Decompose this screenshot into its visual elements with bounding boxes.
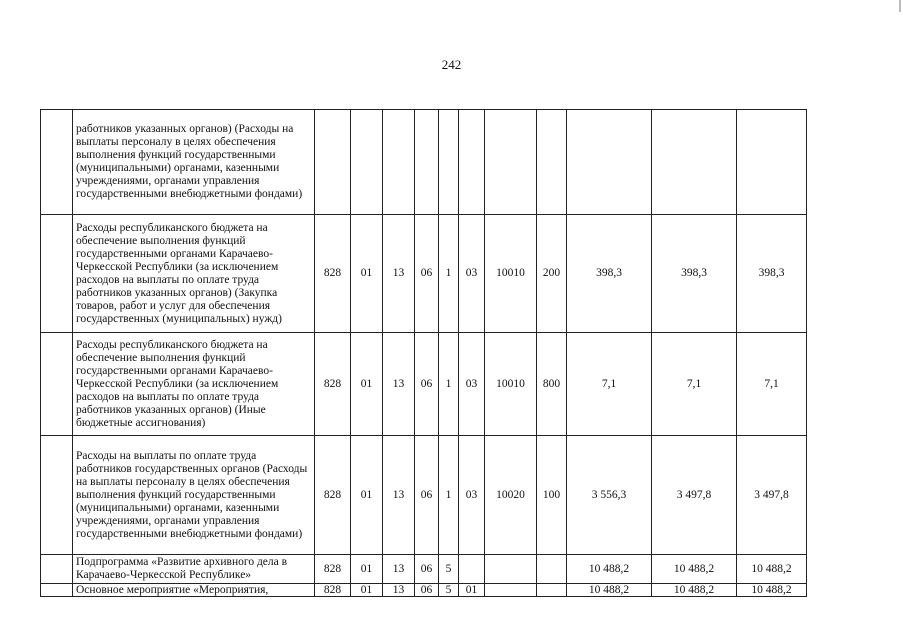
- section-cell: 01: [351, 436, 383, 555]
- section-cell: [351, 110, 383, 215]
- amount-cell-3: 10 488,2: [737, 584, 807, 597]
- direction-cell: [485, 110, 537, 215]
- amount-cell-2: 10 488,2: [652, 555, 737, 584]
- ministry-cell: 828: [315, 555, 351, 584]
- section-cell: 01: [351, 333, 383, 436]
- ministry-cell: 828: [315, 436, 351, 555]
- direction-cell: 10020: [485, 436, 537, 555]
- table-row: [41, 436, 807, 555]
- direction-cell: 10010: [485, 333, 537, 436]
- amount-cell-1: 7,1: [567, 333, 652, 436]
- subsection-cell: [383, 110, 415, 215]
- spacer-cell: [41, 333, 73, 436]
- ministry-cell: 828: [315, 215, 351, 333]
- amount-cell-3: 7,1: [737, 333, 807, 436]
- subprogram-cell: [439, 110, 459, 215]
- program-cell: 06: [415, 584, 439, 597]
- table-row: [41, 215, 807, 333]
- page-number: 242: [441, 57, 462, 72]
- amount-cell-1: 10 488,2: [567, 555, 652, 584]
- subprogram-cell: 1: [439, 215, 459, 333]
- description-cell: работников указанных органов) (Расходы на выплаты персоналу в целях обеспечения выполнения функций государственными (муниципальными) органами, казенными учреждениями, органами управления государственными внебюджетными фондами): [73, 110, 315, 215]
- subsection-cell: 13: [383, 436, 415, 555]
- amount-cell-3: 3 497,8: [737, 436, 807, 555]
- event-cell: 01: [459, 584, 485, 597]
- amount-cell-1: 398,3: [567, 215, 652, 333]
- subprogram-cell: 1: [439, 436, 459, 555]
- expense-type-cell: 100: [537, 436, 567, 555]
- budget-table: [40, 109, 807, 597]
- amount-cell-1: 3 556,3: [567, 436, 652, 555]
- amount-cell-2: 7,1: [652, 333, 737, 436]
- subprogram-cell: 5: [439, 584, 459, 597]
- expense-type-cell: [537, 110, 567, 215]
- expense-type-cell: [537, 584, 567, 597]
- amount-cell-2: 3 497,8: [652, 436, 737, 555]
- subsection-cell: 13: [383, 215, 415, 333]
- direction-cell: 10010: [485, 215, 537, 333]
- program-cell: 06: [415, 555, 439, 584]
- amount-cell-1: 10 488,2: [567, 584, 652, 597]
- table-row: [41, 584, 807, 597]
- amount-cell-3: 398,3: [737, 215, 807, 333]
- section-cell: 01: [351, 555, 383, 584]
- direction-cell: [485, 584, 537, 597]
- scan-edge-mark: [899, 0, 901, 12]
- program-cell: 06: [415, 215, 439, 333]
- ministry-cell: 828: [315, 333, 351, 436]
- event-cell: 03: [459, 436, 485, 555]
- expense-type-cell: [537, 555, 567, 584]
- event-cell: [459, 110, 485, 215]
- description-cell: Расходы республиканского бюджета на обеспечение выполнения функций государственными органами Карачаево-Черкесской Республики (за исключением расходов на выплаты по оплате труда работников указанных органов) (Иные бюджетные ассигнования): [73, 333, 315, 436]
- event-cell: 03: [459, 333, 485, 436]
- section-cell: 01: [351, 584, 383, 597]
- program-cell: 06: [415, 333, 439, 436]
- event-cell: 03: [459, 215, 485, 333]
- spacer-cell: [41, 584, 73, 597]
- subprogram-cell: 5: [439, 555, 459, 584]
- ministry-cell: [315, 110, 351, 215]
- table-row: [41, 110, 807, 215]
- amount-cell-3: 10 488,2: [737, 555, 807, 584]
- spacer-cell: [41, 215, 73, 333]
- subsection-cell: 13: [383, 555, 415, 584]
- description-cell: Расходы республиканского бюджета на обеспечение выполнения функций государственными органами Карачаево-Черкесской Республики (за исключением расходов на выплаты по оплате труда работников указанных органов) (Закупка товаров, работ и услуг для обеспечения государственных (муниципальных) нужд): [73, 215, 315, 333]
- amount-cell-2: [652, 110, 737, 215]
- expense-type-cell: 200: [537, 215, 567, 333]
- amount-cell-2: 10 488,2: [652, 584, 737, 597]
- ministry-cell: 828: [315, 584, 351, 597]
- event-cell: [459, 555, 485, 584]
- expense-type-cell: 800: [537, 333, 567, 436]
- spacer-cell: [41, 555, 73, 584]
- subprogram-cell: 1: [439, 333, 459, 436]
- spacer-cell: [41, 436, 73, 555]
- section-cell: 01: [351, 215, 383, 333]
- direction-cell: [485, 555, 537, 584]
- amount-cell-1: [567, 110, 652, 215]
- table-row: [41, 555, 807, 584]
- subsection-cell: 13: [383, 333, 415, 436]
- program-cell: 06: [415, 436, 439, 555]
- description-cell: Расходы на выплаты по оплате труда работников государственных органов (Расходы на выплаты персоналу в целях обеспечения выполнения функций государственными (муниципальными) органами, казенными учреждениями, органами управления государственными внебюджетными фондами): [73, 436, 315, 555]
- amount-cell-3: [737, 110, 807, 215]
- subsection-cell: 13: [383, 584, 415, 597]
- program-cell: [415, 110, 439, 215]
- amount-cell-2: 398,3: [652, 215, 737, 333]
- description-cell: Подпрограмма «Развитие архивного дела в Карачаево-Черкесской Республике»: [73, 555, 315, 584]
- spacer-cell: [41, 110, 73, 215]
- table-row: [41, 333, 807, 436]
- description-cell: Основное мероприятие «Мероприятия,: [73, 584, 315, 597]
